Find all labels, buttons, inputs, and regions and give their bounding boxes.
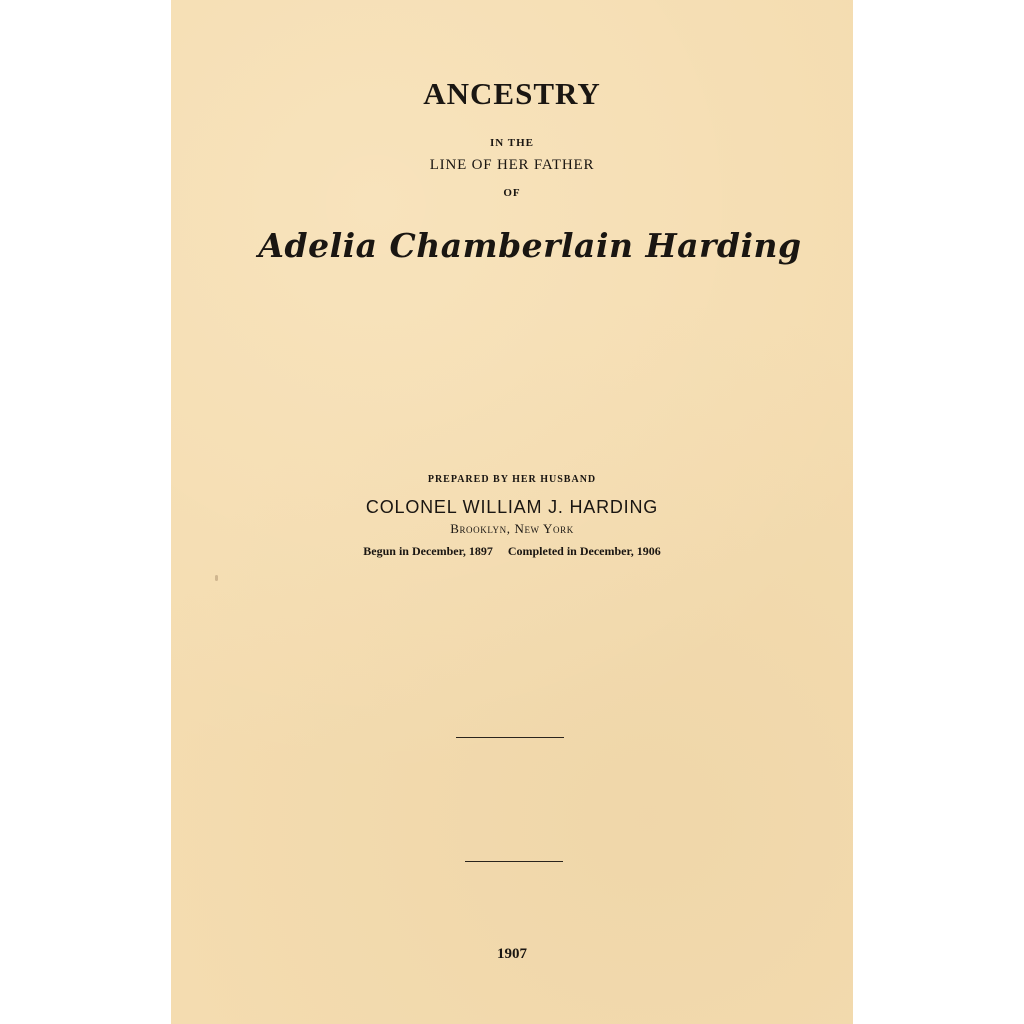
ornament-rule-top — [456, 737, 564, 738]
of-text: OF — [503, 187, 521, 199]
subject-name: Adelia Chamberlain Harding — [258, 226, 802, 265]
publication-year: 1907 — [497, 946, 527, 962]
title-page — [171, 0, 853, 1024]
author-name: COLONEL WILLIAM J. HARDING — [365, 497, 659, 517]
author-location: Brooklyn, New York — [450, 521, 574, 536]
ornament-rule-bottom — [465, 861, 563, 862]
line-of-father-text: LINE OF HER FATHER — [429, 157, 595, 173]
prepared-by-text: PREPARED BY HER HUSBAND — [427, 474, 597, 485]
completed-date: Completed in December, 1906 — [507, 544, 661, 558]
book-title: ANCESTRY — [423, 76, 601, 111]
date-range — [171, 544, 853, 559]
in-the-text: IN THE — [489, 137, 534, 149]
begun-date: Begun in December, 1897 — [363, 544, 493, 558]
paper-speck — [215, 575, 218, 581]
